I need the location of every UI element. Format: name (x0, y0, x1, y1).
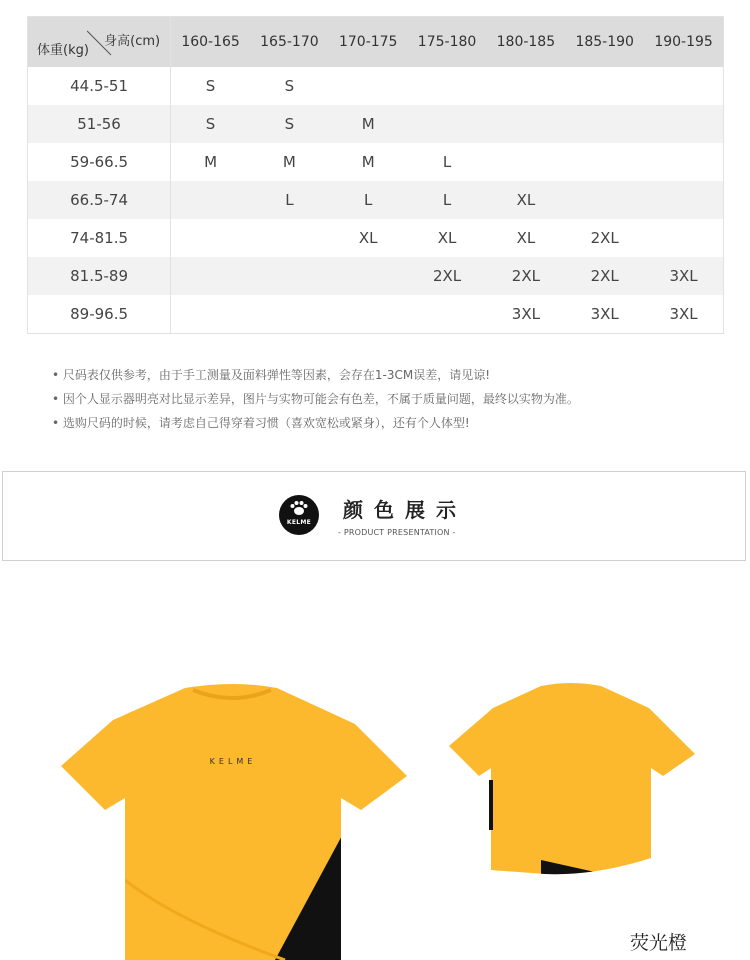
size-cell: XL (408, 219, 487, 257)
table-row (28, 143, 724, 181)
table-row (28, 181, 724, 219)
height-header: 180-185 (486, 17, 565, 68)
table-row (28, 67, 724, 105)
banner-title: 颜色展示 (343, 498, 467, 522)
size-cell: S (250, 105, 329, 143)
size-cell: 2XL (565, 219, 644, 257)
size-cell (408, 67, 487, 105)
color-display-banner (2, 471, 746, 561)
size-cell: 2XL (408, 257, 487, 295)
size-cell (486, 67, 565, 105)
weight-cell: 66.5-74 (28, 181, 171, 219)
weight-cell: 81.5-89 (28, 257, 171, 295)
size-cell: S (250, 67, 329, 105)
size-cell (329, 257, 408, 295)
note-item: • 选购尺码的时候，请考虑自己得穿着习惯（喜欢宽松或紧身），还有个人体型! (52, 413, 579, 437)
size-chart-corner-cell (28, 17, 171, 68)
weight-cell: 89-96.5 (28, 295, 171, 334)
kelme-logo (279, 495, 319, 535)
size-cell: 3XL (644, 257, 723, 295)
size-cell (329, 295, 408, 334)
height-header: 190-195 (644, 17, 723, 68)
size-cell: M (250, 143, 329, 181)
size-cell: XL (486, 181, 565, 219)
size-cell (171, 219, 250, 257)
size-cell (408, 105, 487, 143)
size-cell: 2XL (486, 257, 565, 295)
size-chart-header-row (28, 17, 724, 68)
size-cell (171, 295, 250, 334)
size-cell (250, 257, 329, 295)
size-cell (250, 295, 329, 334)
size-cell: M (329, 143, 408, 181)
table-row (28, 257, 724, 295)
size-cell (644, 143, 723, 181)
tshirt-back-image (445, 680, 700, 880)
size-cell: 3XL (644, 295, 723, 334)
size-cell (329, 67, 408, 105)
weight-cell: 74-81.5 (28, 219, 171, 257)
size-notes (52, 365, 579, 437)
height-header: 175-180 (408, 17, 487, 68)
size-cell: L (329, 181, 408, 219)
size-cell: M (329, 105, 408, 143)
note-item: • 因个人显示器明亮对比显示差异，图片与实物可能会有色差，不属于质量问题，最终以实物为准。 (52, 389, 579, 413)
tshirt-body (61, 684, 407, 960)
size-cell (565, 105, 644, 143)
weight-cell: 59-66.5 (28, 143, 171, 181)
tshirt-front-image (55, 680, 415, 960)
size-cell (565, 181, 644, 219)
size-cell: S (171, 67, 250, 105)
color-name-label: 荧光橙 (630, 932, 688, 954)
table-row (28, 295, 724, 334)
size-cell: L (408, 181, 487, 219)
logo-wordmark: KELME (286, 519, 312, 526)
tshirt-back-body (449, 683, 695, 874)
size-cell: 3XL (486, 295, 565, 334)
size-cell (565, 143, 644, 181)
weight-cell: 51-56 (28, 105, 171, 143)
weight-cell: 44.5-51 (28, 67, 171, 105)
note-item: • 尺码表仅供参考，由于手工测量及面料弹性等因素，会存在1-3CM误差，请见谅! (52, 365, 579, 389)
size-cell: 3XL (565, 295, 644, 334)
size-cell: S (171, 105, 250, 143)
size-cell: M (171, 143, 250, 181)
table-row (28, 105, 724, 143)
size-cell: L (408, 143, 487, 181)
size-cell (644, 219, 723, 257)
size-cell (171, 181, 250, 219)
size-cell: XL (486, 219, 565, 257)
size-cell (644, 67, 723, 105)
height-header: 185-190 (565, 17, 644, 68)
size-cell (486, 105, 565, 143)
size-cell (171, 257, 250, 295)
size-cell (565, 67, 644, 105)
size-cell (644, 105, 723, 143)
size-cell: L (250, 181, 329, 219)
height-header: 160-165 (171, 17, 250, 68)
table-row (28, 219, 724, 257)
size-cell (408, 295, 487, 334)
size-cell: XL (329, 219, 408, 257)
size-cell (644, 181, 723, 219)
side-stripe (489, 780, 493, 830)
height-header: 170-175 (329, 17, 408, 68)
banner-subtitle: - PRODUCT PRESENTATION - (338, 528, 456, 537)
height-header: 165-170 (250, 17, 329, 68)
size-cell (250, 219, 329, 257)
size-chart-table (27, 16, 724, 334)
size-cell: 2XL (565, 257, 644, 295)
height-axis-label: 身高(cm) (104, 34, 161, 49)
size-cell (486, 143, 565, 181)
front-brand-label: KELME (209, 757, 257, 766)
paw-icon (279, 495, 319, 519)
weight-axis-label: 体重(kg) (37, 43, 89, 58)
